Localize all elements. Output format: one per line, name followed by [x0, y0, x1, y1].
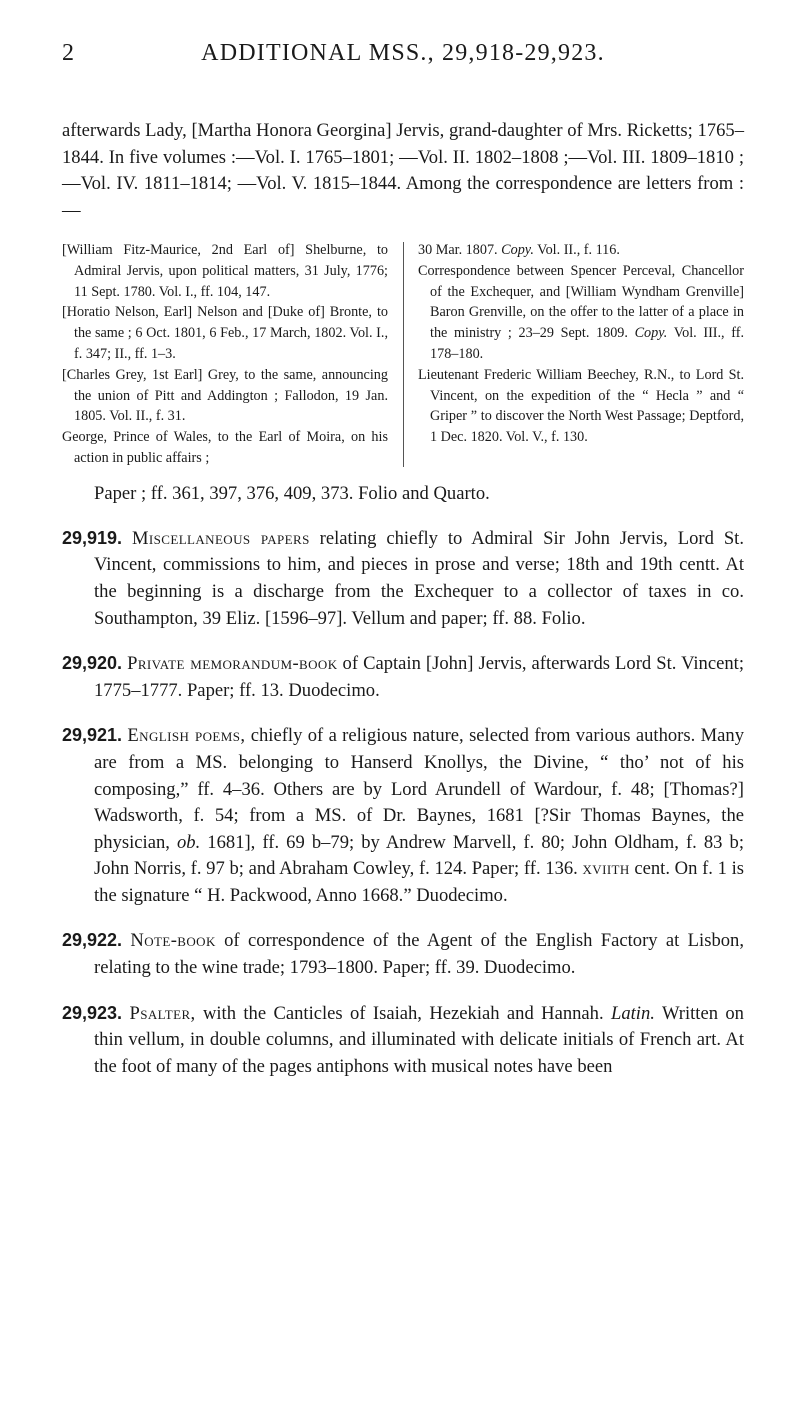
- running-head: [62, 40, 744, 80]
- entry-text: Written on thin vellum, in double columns, and illuminated with delicate initials of French art. At the foot of many of the pages antiphons with musical notes have been: [94, 1002, 744, 1077]
- letter-item: [Horatio Nelson, Earl] Nelson and [Duke of] Bronte, to the same ; 6 Oct. 1801, 6 Feb., 17 March, 1802. Vol. I., f. 347; II., ff. 1–3.: [62, 304, 388, 362]
- entry-number: 29,921.: [62, 725, 123, 746]
- paper-description: Paper ; ff. 361, 397, 376, 409, 373. Folio and Quarto.: [94, 482, 490, 504]
- letter-text: Correspondence between Spencer Perceval, Chancellor of the Exchequer, and [William Wyndham Grenville] Baron Grenville, on the offer to the latter of a place in the ministry ; 23–29 Sept. 1809.: [418, 262, 744, 342]
- entry-heading: Note-book: [130, 930, 216, 952]
- entry-number: 29,922.: [62, 930, 123, 951]
- century-mark: xviith: [582, 858, 630, 880]
- entry-heading: English poems,: [127, 725, 246, 747]
- page-title: ADDITIONAL MSS., 29,918-29,923.: [201, 40, 605, 66]
- catalogue-entry-29920: [62, 650, 744, 704]
- entry-number: 29,919.: [62, 527, 123, 548]
- entry-text: of Captain [John] Jervis, afterwards Lord St. Vincent; 1775–1777. Paper; ff. 13. Duodecimo.: [94, 653, 744, 701]
- entry-number: 29,920.: [62, 653, 123, 674]
- entry-heading: Miscellaneous papers: [131, 527, 310, 549]
- entry-text: of correspondence of the Agent of the English Factory at Lisbon, relating to the wine trade; 1793–1800. Paper; ff. 39. Duodecimo.: [94, 930, 744, 979]
- entry-text: 1681], ff. 69 b–79; by Andrew Marvell, f. 80; John Oldham, f. 83 b; John Norris, f. 97 b; and Abraham Cowley, f. 124. Paper; ff. 136.: [94, 831, 744, 880]
- catalogue-entry-29921: [62, 722, 744, 909]
- copy-note: Copy.: [501, 242, 534, 258]
- letter-item: [418, 261, 744, 365]
- page-number: 2: [62, 40, 74, 66]
- page-body: [62, 118, 744, 1080]
- entry-text: cent. On f. 1 is the signature “ H. Packwood, Anno 1668.” Duodecimo.: [94, 858, 745, 906]
- entry-heading: Psalter,: [129, 1002, 196, 1024]
- letter-item: Lieutenant Frederic William Beechey, R.N., to Lord St. Vincent, on the expedition of the “ Hecla ” and “ Griper ” to discover the North West Passage; Deptford, 1 Dec. 1820. Vol. V., f. 130.: [418, 366, 744, 446]
- entry-text: relating chiefly to Admiral Sir John Jervis, Lord St. Vincent, commissions to him, and pieces in prose and verse; 18th and 19th centt. At the beginning is a discharge from the Exchequer to a collector of taxes in co. Southampton, 39 Eliz. [1596–97]. Vellum and paper; ff. 88. Folio.: [94, 527, 744, 629]
- correspondence-left-column: [62, 240, 388, 469]
- catalogue-entry-29919: [62, 525, 744, 632]
- catalogue-entry-29923: [62, 1000, 744, 1081]
- column-divider: [403, 242, 404, 467]
- entry-italic: Latin.: [611, 1002, 655, 1024]
- intro-paragraph: afterwards Lady, [Martha Honora Georgina] Jervis, grand-daughter of Mrs. Ricketts; 1765–1844. In five volumes :—Vol. I. 1765–1801; —Vol. II. 1802–1808 ;—Vol. III. 1809–1810 ;—Vol. IV. 1811–1814; —Vol. V. 1815–1844. Among the correspondence are letters from :—: [62, 120, 744, 221]
- entry-italic: ob.: [176, 831, 201, 853]
- catalogue-entry-29922: [62, 927, 744, 981]
- letter-item: George, Prince of Wales, to the Earl of Moira, on his action in public affairs ;: [62, 429, 388, 466]
- entry-number: 29,923.: [62, 1002, 123, 1023]
- letter-item: [Charles Grey, 1st Earl] Grey, to the same, announcing the union of Pitt and Addington ; Fallodon, 19 Jan. 1805. Vol. II., f. 31.: [62, 366, 388, 425]
- letter-date: 30 Mar. 1807.: [418, 242, 502, 258]
- letter-ref: Vol. II., f. 116.: [533, 242, 620, 258]
- entry-text: with the Canticles of Isaiah, Hezekiah and Hannah.: [195, 1002, 611, 1024]
- entry-text: chiefly of a religious nature, selected from various authors. Many are from a MS. belonging to Hanserd Knollys, the Divine, “ tho’ not of his composing,” ff. 4–36. Others are by Lord Arundell of Wardour, f. 48; [Thomas?] Wadsworth, f. 54; from a MS. of Dr. Baynes, 1681 [?Sir Thomas Baynes, the physician,: [94, 725, 744, 853]
- entry-heading: Private memorandum-book: [127, 653, 338, 675]
- letter-item: [William Fitz-Maurice, 2nd Earl of] Shelburne, to Admiral Jervis, upon political matters, 31 July, 1776; 11 Sept. 1780. Vol. I., ff. 104, 147.: [62, 242, 388, 300]
- copy-note: Copy.: [634, 325, 668, 342]
- letter-item-continued: [418, 240, 744, 261]
- correspondence-right-column: [418, 240, 744, 469]
- letter-ref: Vol. III., ff. 178–180.: [430, 325, 744, 362]
- correspondence-columns: [62, 240, 744, 469]
